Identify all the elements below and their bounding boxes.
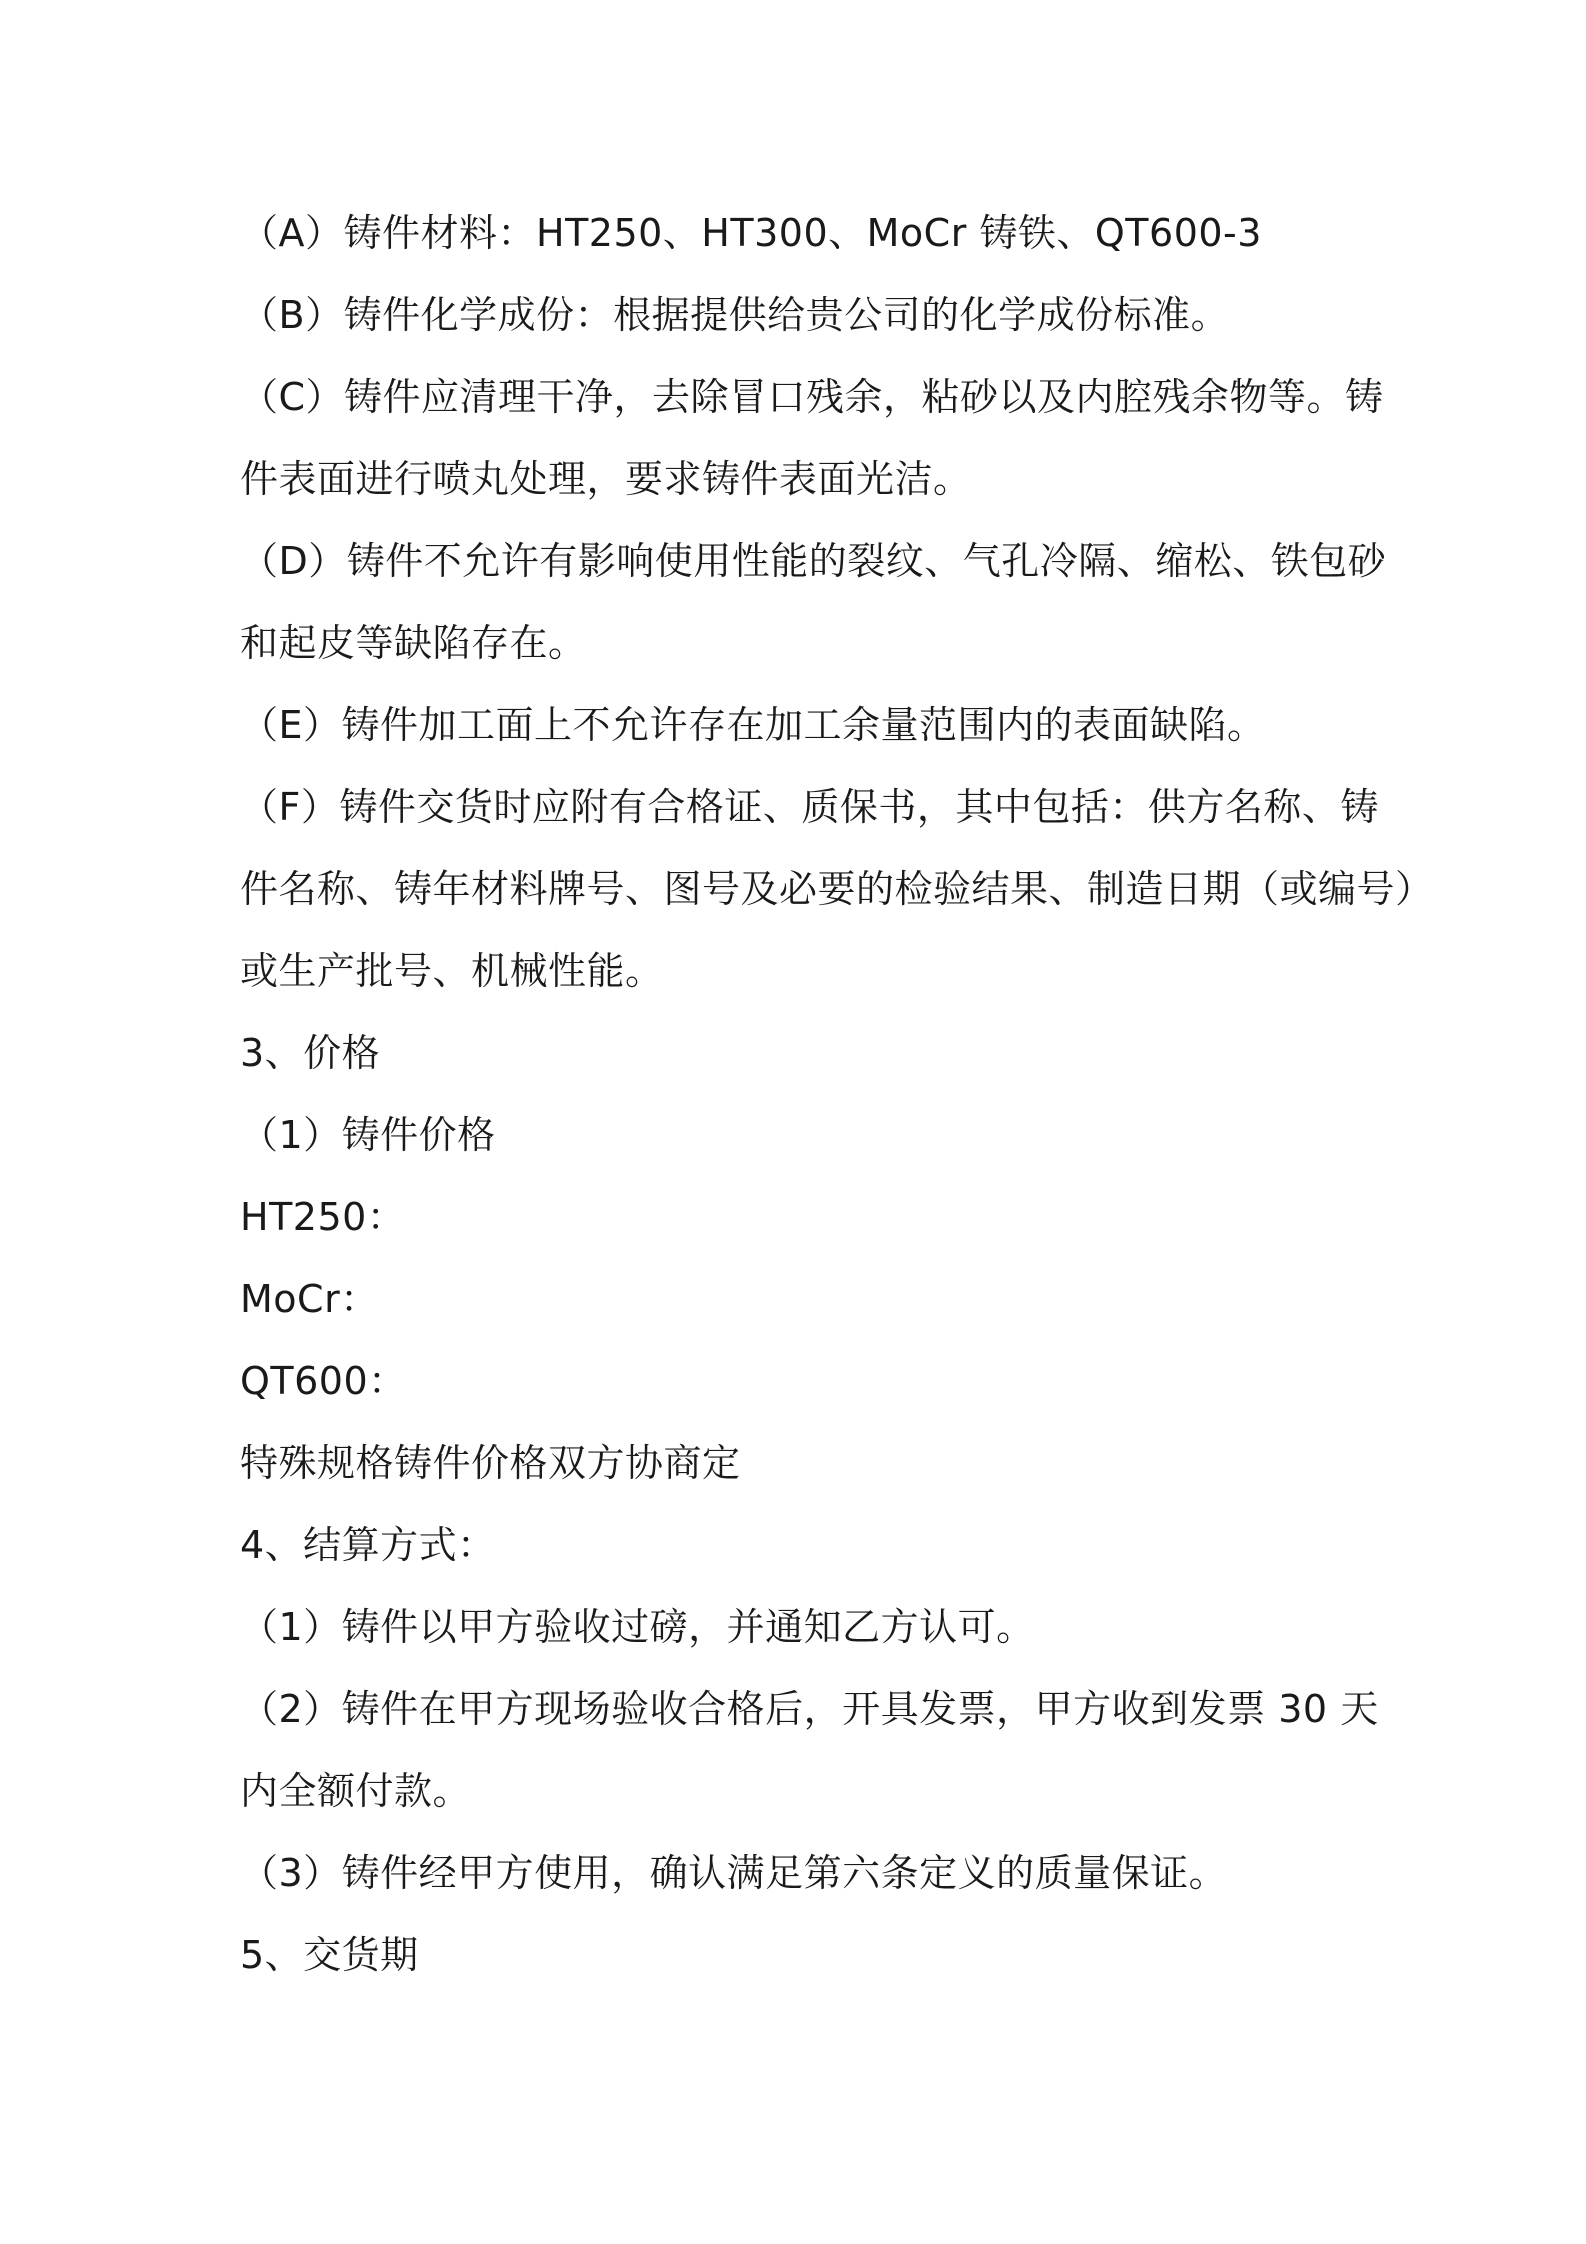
section-heading: 5、交货期 (240, 1933, 419, 1977)
text-line: （1）铸件以甲方验收过磅，并通知乙方认可。 (240, 1605, 1035, 1649)
text-line: HT250： (240, 1195, 406, 1239)
text-line: 特殊规格铸件价格双方协商定 (240, 1441, 741, 1485)
text-line: MoCr： (240, 1277, 379, 1321)
text-line: （2）铸件在甲方现场验收合格后，开具发票，甲方收到发票 30 天 (240, 1687, 1379, 1731)
text-line: （3）铸件经甲方使用，确认满足第六条定义的质量保证。 (240, 1851, 1228, 1895)
text-line: （1）铸件价格 (240, 1113, 496, 1157)
text-line: 件名称、铸年材料牌号、图号及必要的检验结果、制造日期（或编号） (240, 867, 1434, 911)
text-line: （B）铸件化学成份：根据提供给贵公司的化学成份标准。 (240, 293, 1230, 337)
text-line: （A）铸件材料：HT250、HT300、MoCr 铸铁、QT600-3 (240, 211, 1262, 255)
text-line: （F）铸件交货时应附有合格证、质保书，其中包括：供方名称、铸 (240, 785, 1379, 829)
text-line: 和起皮等缺陷存在。 (240, 621, 587, 665)
text-line: 或生产批号、机械性能。 (240, 949, 664, 993)
text-line: 件表面进行喷丸处理，要求铸件表面光洁。 (240, 457, 972, 501)
text-line: （D）铸件不允许有影响使用性能的裂纹、气孔冷隔、缩松、铁包砂 (240, 539, 1387, 583)
text-line: 内全额付款。 (240, 1769, 472, 1813)
section-heading: 4、结算方式： (240, 1523, 496, 1567)
text-line: （C）铸件应清理干净，去除冒口残余，粘砂以及内腔残余物等。铸 (240, 375, 1384, 419)
section-heading: 3、价格 (240, 1031, 381, 1075)
text-line: （E）铸件加工面上不允许存在加工余量范围内的表面缺陷。 (240, 703, 1266, 747)
text-line: QT600： (240, 1359, 407, 1403)
